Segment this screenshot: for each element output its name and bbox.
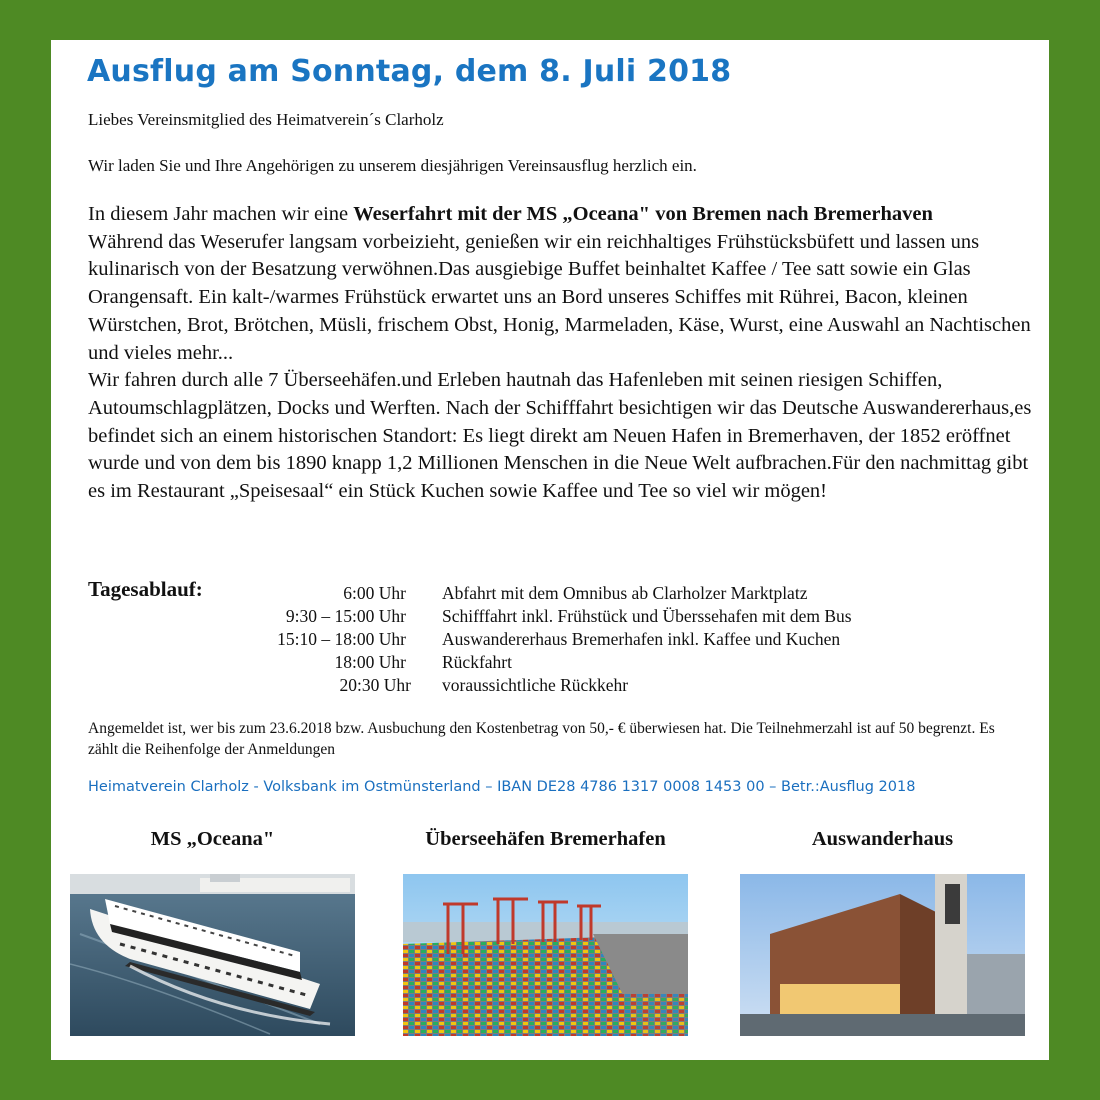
registration-note: Angemeldet ist, wer bis zum 23.6.2018 bzw. Ausbuchung den Kostenbetrag von 50,- € überwiesen hat. Die Teilnehmerzahl ist auf 50 begrenzt. Es zählt die Reihenfolge der Anmeldungen [88, 720, 995, 758]
description-text: Während das Weserufer langsam vorbeizieht, genießen wir ein reichhaltiges Frühstücksbüfett und lassen uns kulinarisch von der Besatzung verwöhnen.Das ausgiebige Buffet beinhaltet Kaffee / Tee satt sowie ein Glas Orangensaft. Ein kalt-/warmes Frühstück erwartet uns an Bord unseres Schiffes mit Rührei, Bacon, kleinen Würstchen, Brot, Brötchen, Müsli, frischem Obst, Honig, Marmeladen, Käse, Wurst, eine Auswahl an Nachtischen und vieles mehr... [88, 230, 1031, 364]
trip-description [88, 201, 1038, 506]
schedule-time: 15:10 – 18:00 Uhr [277, 629, 406, 649]
intro-bold: Weserfahrt mit der MS „Oceana" von Bremen nach Bremerhaven [353, 203, 933, 225]
ship-photo [70, 874, 355, 1036]
flyer-card [51, 40, 1049, 1060]
bank-details: Heimatverein Clarholz - Volksbank im Ostmünsterland – IBAN DE28 4786 1317 0008 1453 00 – Betr.:Ausflug 2018 [88, 779, 916, 795]
schedule-time: 18:00 Uhr [334, 652, 406, 672]
invitation: Wir laden Sie und Ihre Angehörigen zu unserem diesjährigen Vereinsausflug herzlich ein. [88, 156, 697, 175]
schedule-activity: Auswandererhaus Bremerhafen inkl. Kaffee und Kuchen [442, 629, 841, 649]
photo-caption-harbor: Überseehäfen Bremerhafen [425, 828, 666, 850]
schedule-label: Tagesablauf: [88, 577, 203, 601]
photo-caption-museum: Auswanderhaus [811, 828, 954, 850]
intro-text: In diesem Jahr machen wir eine [88, 203, 354, 225]
description-text-2: Wir fahren durch alle 7 Überseehäfen.und Erleben hautnah das Hafenleben mit seinen riesigen Schiffen, Autoumschlagplätzen, Docks und Werften. Nach der Schifffahrt besichtigen wir das Deutsche Auswandererhaus,es befindet sich an einem historischen Standort: Es liegt direkt am Neuen Hafen in Bremerhaven, der 1852 eröffnet wurde und von dem bis 1890 knapp 1,2 Millionen Menschen in die Neue Welt aufbrachen.Für den nachmittag gibt es im Restaurant „Speisesaal“ ein Stück Kuchen sowie Kaffee und Tee so viel wir mögen! [88, 369, 1032, 503]
harbor-photo [403, 874, 688, 1036]
page-title: Ausflug am Sonntag, dem 8. Juli 2018 [87, 54, 732, 89]
museum-photo [740, 874, 1025, 1036]
schedule-time: 9:30 – 15:00 Uhr [285, 606, 406, 626]
greeting: Liebes Vereinsmitglied des Heimatverein´s Clarholz [88, 110, 444, 129]
schedule-activity: Abfahrt mit dem Omnibus ab Clarholzer Marktplatz [442, 583, 808, 603]
schedule-activity: Schifffahrt inkl. Frühstück und Überssehafen mit dem Bus [442, 606, 852, 626]
schedule-activity: Rückfahrt [442, 652, 512, 672]
schedule-activity: voraussichtliche Rückkehr [442, 675, 629, 695]
schedule-time: 6:00 Uhr [343, 583, 406, 603]
schedule-time: 20:30 Uhr [339, 675, 411, 695]
photo-caption-ship: MS „Oceana" [150, 828, 275, 850]
